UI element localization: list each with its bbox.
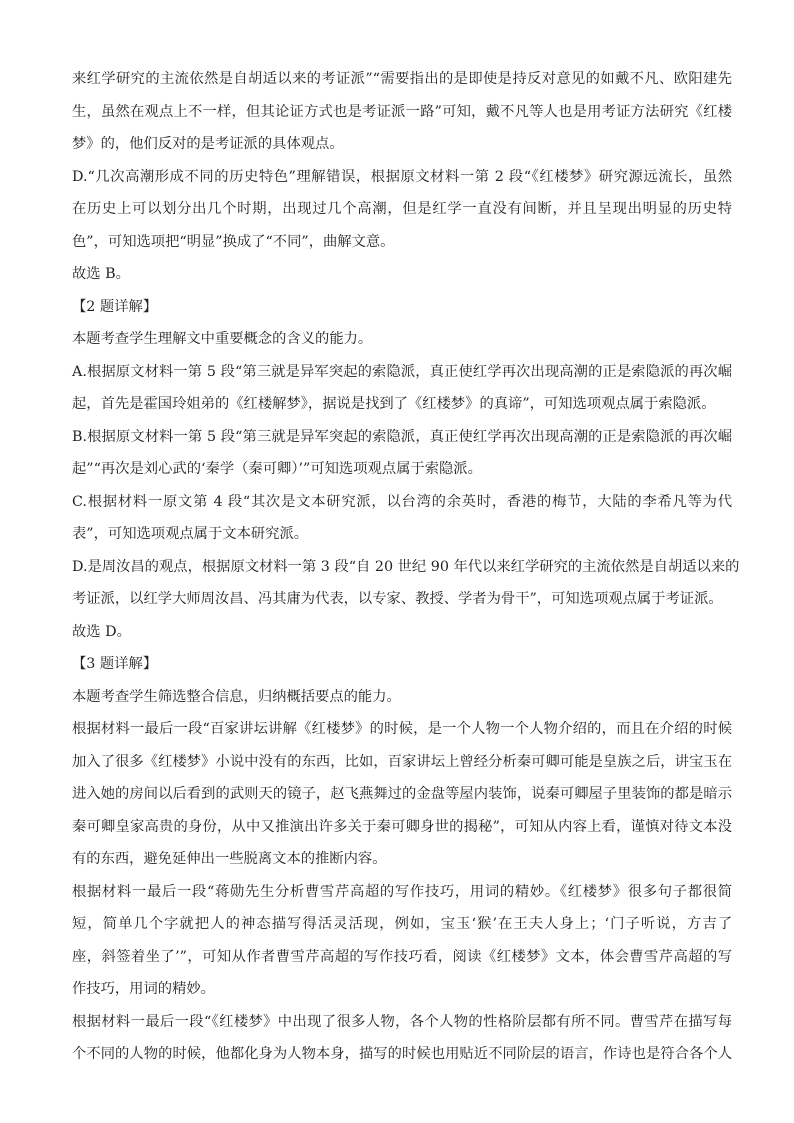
section-heading: 【2 题详解】 xyxy=(72,298,158,315)
text-line: 加入了很多《红楼梦》小说中没有的东西，比如，百家讲坛上曾经分析秦可卿可能是皇族之后，讲宝玉在 xyxy=(72,753,732,770)
text-line: 生，虽然在观点上不一样，但其论证方式也是考证派一路”可知，戴不凡等人也是用考证方法研究《红楼 xyxy=(72,103,732,120)
text-line: D.“几次高潮形成不同的历史特色”理解错误，根据原文材料一第 2 段“《红楼梦》研究源远流长，虽然 xyxy=(72,168,732,185)
text-line: 座，斜签着坐了’”，可知从作者曹雪芹高超的写作技巧看，阅读《红楼梦》文本，体会曹雪芹高超的写 xyxy=(72,948,732,965)
text-line: 本题考查学生理解文中重要概念的含义的能力。 xyxy=(72,331,373,347)
text-line: 梦》的，他们反对的是考证派的具体观点。 xyxy=(72,136,344,152)
text-line: 个不同的人物的时候，他都化身为人物本身，描写的时候也用贴近不同阶层的语言，作诗也是符合各个人 xyxy=(72,1046,732,1062)
text-line: 短，简单几个字就把人的神态描写得活灵活现，例如，宝玉‘猴’在王夫人身上；‘门子听说，方吉了 xyxy=(72,916,732,932)
text-line: 本题考查学生筛选整合信息，归纳概括要点的能力。 xyxy=(72,688,401,705)
text-line: 有的东西，避免延伸出一些脱离文本的推断内容。 xyxy=(72,851,387,867)
text-line: 色”，可知选项把“明显”换成了“不同”，曲解文意。 xyxy=(72,233,395,250)
answer-line: 故选 B。 xyxy=(72,266,130,282)
text-line: C.根据材料一原文第 4 段“其次是文本研究派，以台湾的余英时，香港的梅节，大陆的李希凡等为代 xyxy=(72,493,732,510)
text-line: 起”“再次是刘心武的‘秦学（秦可卿）’”可知选项观点属于索隐派。 xyxy=(72,461,482,477)
answer-line: 故选 D。 xyxy=(72,623,131,640)
text-line: 在历史上可以划分出几个时期，出现过几个高潮，但是红学一直没有间断，并且呈现出明显的历史特 xyxy=(72,201,732,217)
text-line: 根据材料一最后一段“《红楼梦》中出现了很多人物，各个人物的性格阶层都有所不同。曹雪芹在描写每 xyxy=(72,1013,732,1030)
text-line: 来红学研究的主流依然是自胡适以来的考证派”“需要指出的是即使是持反对意见的如戴不凡、欧阳建先 xyxy=(72,71,732,87)
text-line: 根据材料一最后一段“百家讲坛讲解《红楼梦》的时候，是一个人物一个人物介绍的，而且在介绍的时候 xyxy=(72,721,732,737)
text-line: 起，首先是霍国玲姐弟的《红楼解梦》，据说是找到了《红楼梦》的真谛”，可知选项观点属于索隐派。 xyxy=(72,396,716,412)
text-line: B.根据原文材料一第 5 段“第三就是异军突起的索隐派，真正使红学再次出现高潮的正是索隐派的再次崛 xyxy=(72,428,732,445)
text-line: 作技巧，用词的精妙。 xyxy=(72,981,215,997)
document-body xyxy=(72,63,740,1071)
text-line: 秦可卿皇家高贵的身份，从中又推演出许多关于秦可卿身世的揭秘”，可知从内容上看，谨慎对待文本没 xyxy=(72,818,732,835)
text-line: A.根据原文材料一第 5 段“第三就是异军突起的索隐派，真正使红学再次出现高潮的正是索隐派的再次崛 xyxy=(72,363,732,380)
text-line: D.是周汝昌的观点，根据原文材料一第 3 段“自 20 世纪 90 年代以来红学研究的主流依然是自胡适以来的 xyxy=(72,558,740,575)
text-line: 表”，可知选项观点属于文本研究派。 xyxy=(72,526,309,542)
section-heading: 【3 题详解】 xyxy=(72,656,158,672)
text-line: 根据材料一最后一段“蒋勋先生分析曹雪芹高超的写作技巧，用词的精妙。《红楼梦》很多句子都很简 xyxy=(72,883,732,900)
text-line: 考证派，以红学大师周汝昌、冯其庸为代表，以专家、教授、学者为骨干”，可知选项观点属于考证派。 xyxy=(72,591,723,607)
text-line: 进入她的房间以后看到的武则天的镜子，赵飞燕舞过的金盘等屋内装饰，说秦可卿屋子里装饰的都是暗示 xyxy=(72,786,732,802)
